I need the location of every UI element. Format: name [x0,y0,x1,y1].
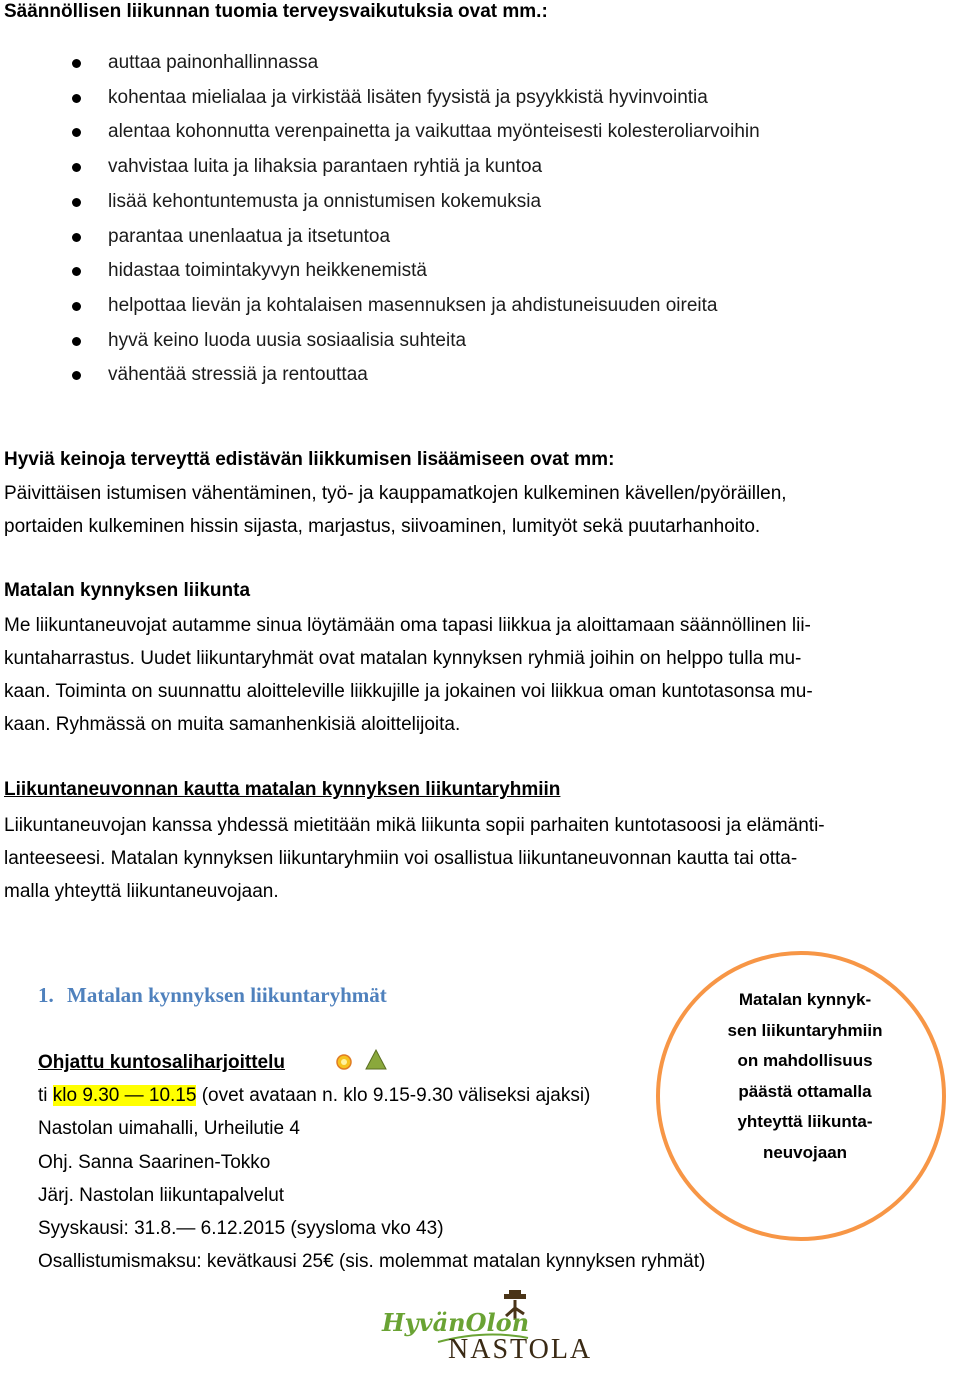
low-threshold-title: Matalan kynnyksen liikunta [4,580,251,601]
circle-icon [336,1054,352,1070]
event-name-row [38,1046,705,1079]
callout-text: Matalan kynnyk- sen liikuntaryhmiin on mahdollisuus päästä ottamalla yhteyttä liikunta- neuvojaan [727,990,883,1162]
list-item: vähentää stressiä ja rentouttaa [0,358,960,393]
section-number: 1. [38,983,54,1007]
list-item: hyvä keino luoda uusia sosiaalisia suhteita [0,324,960,359]
bullet-icon [72,267,81,276]
logo-word-text: NASTOLA [448,1334,593,1365]
benefits-list [0,46,960,393]
list-item: parantaa unenlaatua ja itsetuntoa [0,220,960,255]
list-item: alentaa kohonnutta verenpainetta ja vaikuttaa myönteisesti kolesteroliarvoihin [0,115,960,150]
time-highlight: klo 9.30 — 10.15 [52,1085,197,1107]
event-place: Nastolan uimahalli, Urheilutie 4 [38,1118,300,1140]
low-threshold-paragraph: Me liikuntaneuvojat autamme sinua löytämään oma tapasi liikkua ja aloittamaan säännöllinen lii- kuntaharrastus. Uudet liikuntaryhmät ovat matalan kynnyksen ryhmiä joihin on helppo tulla mu- kaan. Toiminta on suunnattu aloitteleville liikkujille ja jokainen voi liikkua oman kuntotasonsa mu- kaan. Ryhmässä on muita samanhenkisiä aloittelijoita. [4,615,813,735]
list-item: lisää kehontuntemusta ja onnistumisen kokemuksia [0,185,960,220]
bullet-icon [72,198,81,207]
event-fee: Osallistumismaksu: kevätkausi 25€ (sis. molemmat matalan kynnyksen ryhmät) [38,1251,706,1273]
bullet-icon [72,128,81,137]
event-organizer: Järj. Nastolan liikuntapalvelut [38,1184,285,1206]
section-title: Matalan kynnyksen liikuntaryhmät [67,983,387,1007]
event-name: Ohjattu kuntosaliharjoittelu [38,1052,286,1073]
event-time: ti klo 9.30 — 10.15 (ovet avataan n. klo 9.15-9.30 väliseksi ajaksi) [38,1085,591,1107]
bullet-icon [72,302,81,311]
event-block [38,1046,705,1278]
bullet-icon [72,233,81,242]
list-item: auttaa painonhallinnassa [0,46,960,81]
counseling-title: Liikuntaneuvonnan kautta matalan kynnyksen liikuntaryhmiin [4,779,561,800]
event-season: Syyskausi: 31.8.— 6.12.2015 (syysloma vko 43) [38,1218,444,1240]
groups-heading [38,983,387,1008]
nastola-logo [378,1290,593,1372]
logo-script-text: HyvänOlon [382,1308,530,1337]
bullet-icon [72,337,81,346]
triangle-icon [365,1049,387,1071]
intro-title: Säännöllisen liikunnan tuomia terveysvaikutuksia ovat mm.: [4,1,548,22]
bullet-icon [72,94,81,103]
bullet-icon [72,163,81,172]
list-item: kohentaa mielialaa ja virkistää lisäten fyysistä ja psyykkistä hyvinvointia [0,81,960,116]
list-item: helpottaa lievän ja kohtalaisen masennuksen ja ahdistuneisuuden oireita [0,289,960,324]
event-instructor: Ohj. Sanna Saarinen-Tokko [38,1151,271,1173]
bullet-icon [72,371,81,380]
bullet-icon [72,59,81,68]
tips-title: Hyviä keinoja terveyttä edistävän liikkumisen lisäämiseen ovat mm: [4,449,615,470]
list-item: vahvistaa luita ja lihaksia parantaen ryhtiä ja kuntoa [0,150,960,185]
counseling-paragraph: Liikuntaneuvojan kanssa yhdessä mietitään mikä liikunta sopii parhaiten kuntotasoosi ja elämänti- lanteeseesi. Matalan kynnyksen liikuntaryhmiin voi osallistua liikuntaneuvonnan kautta tai otta- malla yhteyttä liikuntaneuvojaan. [4,815,825,902]
list-item: hidastaa toimintakyvyn heikkenemistä [0,254,960,289]
tips-paragraph: Päivittäisen istumisen vähentäminen, työ- ja kauppamatkojen kulkeminen kävellen/pyöräillen, portaiden kulkeminen hissin sijasta, marjastus, siivoaminen, lumityöt sekä puutarhanhoito. [4,483,787,537]
